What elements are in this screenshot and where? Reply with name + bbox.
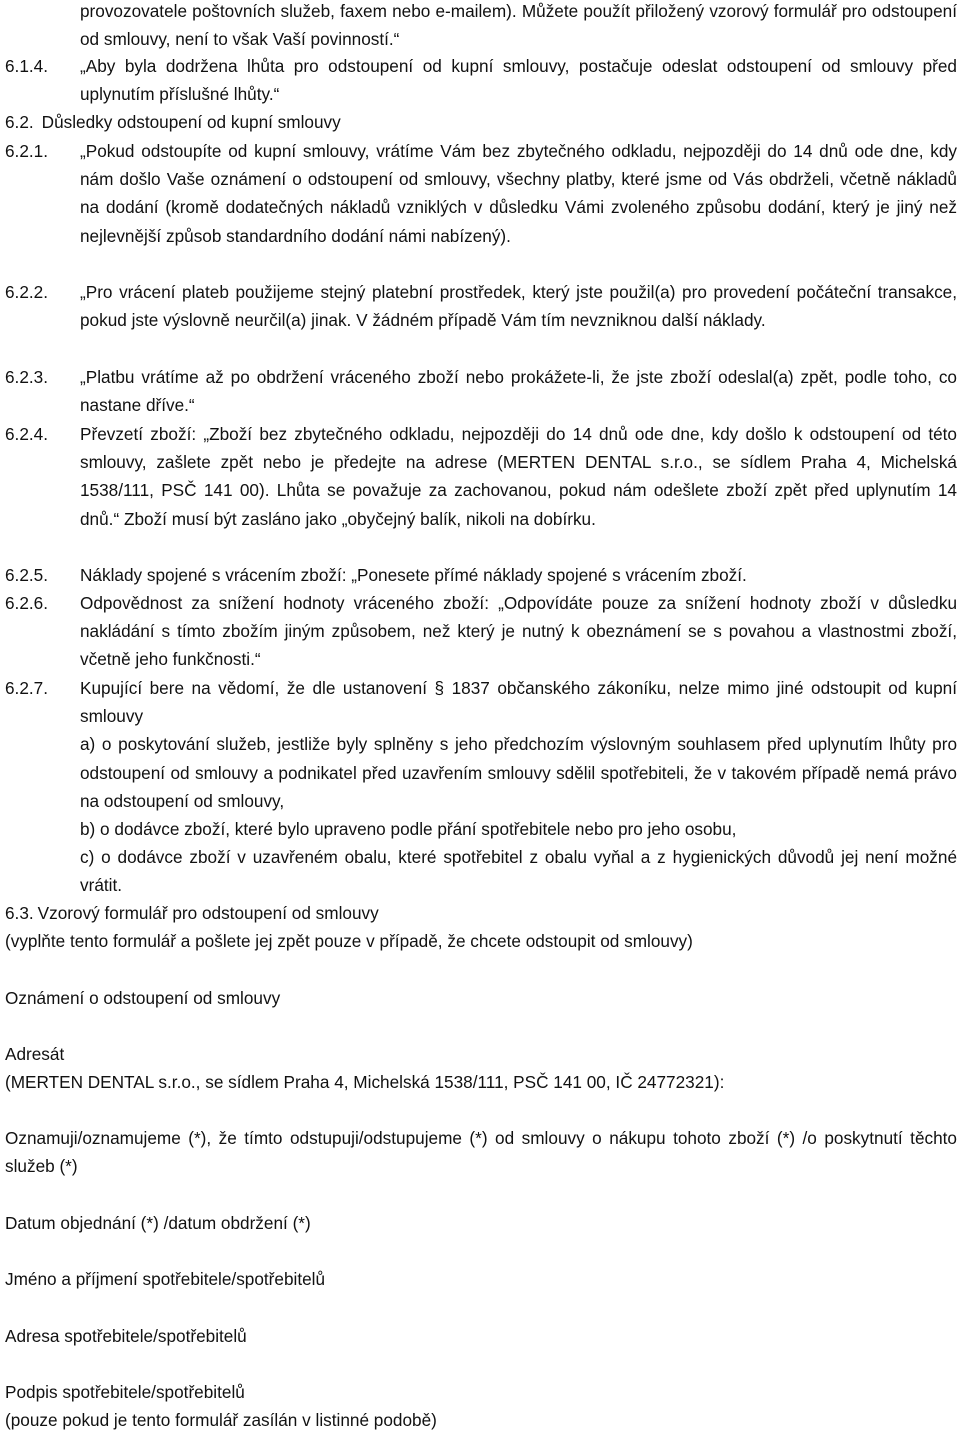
clause-number: 6.2.2. <box>5 282 49 302</box>
clause-text: „Pokud odstoupíte od kupní smlouvy, vrátíme Vám bez zbytečného odkladu, nejpozději do 14 dnů ode dne, kdy nám došlo Vaše oznámení o odstoupení od smlouvy, všechny platby, které jsme od Vás obdrželi, včetně nákladů na dodání (kromě dodatečných nákladů vzniklých v důsledku Vámi zvoleného způsobu dodání, který je jiný než nejlevnější způsob standardního dodání námi nabízený). <box>80 141 957 246</box>
clause-6-2-7 <box>5 674 957 900</box>
signature-note: (pouze pokud je tento formulář zasílán v listinné podobě) <box>5 1410 437 1430</box>
clause-subitem-c: c) o dodávce zboží v uzavřeném obalu, které spotřebitel z obalu vyňal a z hygienických důvodů jej není možné vrátit. <box>80 847 957 896</box>
section-title: Důsledky odstoupení od kupní smlouvy <box>41 112 341 132</box>
clause-text: Náklady spojené s vrácením zboží: „Ponesete přímé náklady spojené s vrácením zboží. <box>80 565 747 585</box>
form-heading: Oznámení o odstoupení od smlouvy <box>5 988 281 1008</box>
clause-text: Převzetí zboží: „Zboží bez zbytečného odkladu, nejpozději do 14 dnů ode dne, kdy došlo k odstoupení od této smlouvy, zašlete zpět nebo je předejte na adrese (MERTEN DENTAL s.r.o., se sídlem Praha 4, Michelská 1538/111, PSČ 141 00). Lhůta se považuje za zachovanou, pokud nám odešlete zboží zpět před uplynutím 14 dnů.“ Zboží musí být zasláno jako „obyčejný balík, nikoli na dobírku. <box>80 424 957 529</box>
clause-subitem-a: a) o poskytování služeb, jestliže byly splněny s jeho předchozím výslovným souhlasem před uplynutím lhůty pro odstoupení od smlouvy a podnikatel před uzavřením smlouvy sdělil spotřebiteli, že v takovém případě nemá právo na odstoupení od smlouvy, <box>80 734 957 811</box>
addressee-label: Adresát <box>5 1044 65 1064</box>
intro-paragraph: provozovatele poštovních služeb, faxem nebo e-mailem). Můžete použít přiložený vzorový formulář pro odstoupení od smlouvy, není to však Vaší povinností.“ <box>80 1 957 50</box>
clause-number: 6.2.4. <box>5 424 49 444</box>
clause-text: „Aby byla dodržena lhůta pro odstoupení od kupní smlouvy, postačuje odeslat odstoupení od smlouvy před uplynutím příslušné lhůty.“ <box>80 56 957 105</box>
clause-6-2-2 <box>5 278 957 334</box>
clause-subitem-b: b) o dodávce zboží, které bylo upraveno podle přání spotřebitele nebo pro jeho osobu, <box>80 819 737 840</box>
consumer-address-field: Adresa spotřebitele/spotřebitelů <box>5 1326 247 1346</box>
clause-number: 6.2.1. <box>5 141 49 161</box>
order-date-field: Datum objednání (*) /datum obdržení (*) <box>5 1213 311 1233</box>
clause-text: „Platbu vrátíme až po obdržení vráceného zboží nebo prokážete-li, že jste zboží odeslal(a) zpět, podle toho, co nastane dříve.“ <box>80 367 957 416</box>
clause-number: 6.2.6. <box>5 593 49 613</box>
signature-field: Podpis spotřebitele/spotřebitelů <box>5 1382 245 1402</box>
section-title: Vzorový formulář pro odstoupení od smlouvy <box>37 903 379 923</box>
clause-text: Kupující bere na vědomí, že dle ustanovení § 1837 občanského zákoníku, nelze mimo jiné odstoupit od kupní smlouvy <box>80 678 957 727</box>
section-6-2-heading <box>5 108 341 136</box>
section-6-3-heading <box>5 899 379 927</box>
clause-6-2-5 <box>5 561 957 589</box>
clause-6-1-4 <box>5 52 957 108</box>
clause-6-2-4 <box>5 420 957 533</box>
clause-6-2-3 <box>5 363 957 419</box>
clause-number: 6.2.7. <box>5 678 49 698</box>
clause-number: 6.1.4. <box>5 56 49 76</box>
clause-text: „Pro vrácení plateb použijeme stejný platební prostředek, který jste použil(a) pro provedení počáteční transakce, pokud jste výslovně neurčil(a) jinak. V žádném případě Vám tím nevzniknou další náklady. <box>80 282 957 331</box>
clause-6-2-6 <box>5 589 957 674</box>
consumer-name-field: Jméno a příjmení spotřebitele/spotřebitelů <box>5 1269 326 1289</box>
clause-6-2-1 <box>5 137 957 250</box>
withdrawal-notice: Oznamuji/oznamujeme (*), že tímto odstupuji/odstupujeme (*) od smlouvy o nákupu tohoto zboží (*) /o poskytnutí těchto služeb (*) <box>5 1128 957 1177</box>
clause-text: Odpovědnost za snížení hodnoty vráceného zboží: „Odpovídáte pouze za snížení hodnoty zboží v důsledku nakládání s tímto zbožím jiným způsobem, než který je nutný k obeznámení se s povahou a vlastnostmi zboží, včetně jeho funkčnosti.“ <box>80 593 957 670</box>
clause-number: 6.2.5. <box>5 565 49 585</box>
section-number: 6.3. <box>5 903 34 923</box>
clause-number: 6.2.3. <box>5 367 49 387</box>
section-number: 6.2. <box>5 112 34 132</box>
form-instruction: (vyplňte tento formulář a pošlete jej zpět pouze v případě, že chcete odstoupit od smlouvy) <box>5 931 693 951</box>
addressee-value: (MERTEN DENTAL s.r.o., se sídlem Praha 4, Michelská 1538/111, PSČ 141 00, IČ 24772321): <box>5 1072 725 1092</box>
